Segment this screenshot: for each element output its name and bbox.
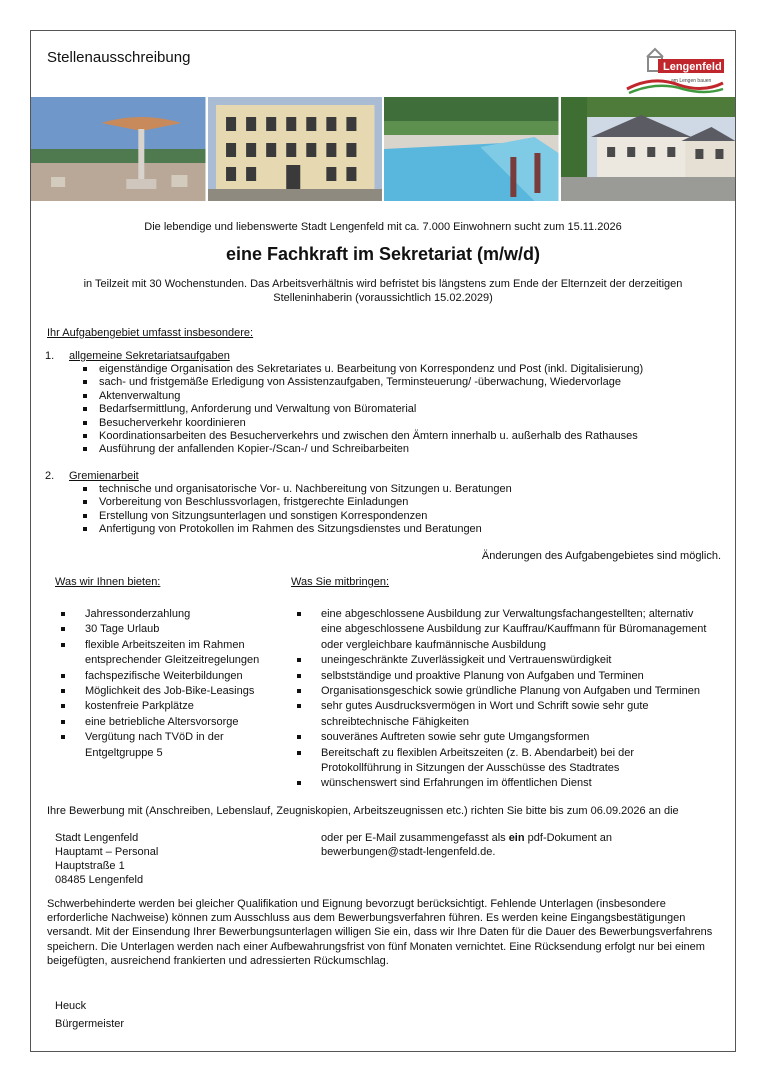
requirements-section — [291, 575, 711, 792]
signatory-name: Heuck — [55, 1000, 87, 1012]
list-item: selbstständige und proaktive Planung von Aufgaben und Terminen — [291, 669, 711, 684]
list-item: eigenständige Organisation des Sekretariates u. Bearbeitung von Korrespondenz und Post (inkl. Digitalisierung) — [83, 363, 643, 376]
list-item: Jahressonderzahlung — [55, 607, 285, 622]
email-instruction-bold: ein — [508, 832, 525, 844]
list-item: technische und organisatorische Vor- u. Nachbereitung von Sitzungen u. Beratungen — [83, 483, 512, 496]
logo-tagline: am Lengen bauen — [671, 78, 712, 84]
document-frame — [30, 30, 736, 1052]
list-item: Bedarfsermittlung, Anforderung und Verwaltung von Büromaterial — [83, 403, 643, 416]
address-line: 08485 Lengenfeld — [55, 874, 144, 886]
email-application — [321, 831, 612, 859]
swimming-pool-photo — [384, 97, 559, 201]
list-item: Ausführung der anfallenden Kopier-/Scan-/ und Schreibarbeiten — [83, 443, 643, 456]
list-item: Anfertigung von Protokollen im Rahmen des Sitzungsdienstes und Beratungen — [83, 523, 512, 536]
intro-text: Die lebendige und liebenswerte Stadt Lengenfeld mit ca. 7.000 Einwohnern sucht zum 15.11.2026 — [144, 221, 622, 233]
task-group-number: 2. — [45, 470, 55, 482]
photo-strip — [31, 97, 735, 201]
tasks-heading: Ihr Aufgabengebiet umfasst insbesondere: — [47, 327, 254, 339]
list-item: wünschenswert sind Erfahrungen im öffentlichen Dienst — [291, 776, 711, 791]
list-item: Koordinationsarbeiten des Besucherverkehrs und zwischen den Ämtern innerhalb u. außerhalb des Rathauses — [83, 430, 643, 443]
address-line: Hauptstraße 1 — [55, 860, 125, 872]
list-item: uneingeschränkte Zuverlässigkeit und Vertrauenswürdigkeit — [291, 653, 711, 668]
offer-heading: Was wir Ihnen bieten: — [55, 576, 161, 588]
list-item: Aktenverwaltung — [83, 390, 643, 403]
task-group-title: Gremienarbeit — [69, 470, 139, 482]
pavilion-photo — [31, 97, 206, 201]
town-hall-photo — [208, 97, 383, 201]
list-item: 30 Tage Urlaub — [55, 622, 285, 637]
list-item: sach- und fristgemäße Erledigung von Assistenzaufgaben, Terminsteuerung/ -überwachung, Wiedervorlage — [83, 376, 643, 389]
list-item: Erstellung von Sitzungsunterlagen und sonstigen Korrespondenzen — [83, 510, 512, 523]
postal-address — [55, 831, 158, 887]
signature-block — [55, 997, 124, 1033]
document-title: Stellenausschreibung — [47, 49, 191, 66]
offer-section — [55, 575, 285, 761]
town-street-photo — [561, 97, 736, 201]
address-line: Hauptamt – Personal — [55, 846, 159, 858]
list-item: souveränes Auftreten sowie sehr gute Umgangsformen — [291, 730, 711, 745]
email-instruction-text: oder per E-Mail zusammengefasst als — [321, 832, 509, 844]
list-item: eine abgeschlossene Ausbildung zur Verwaltungsfachangestellten; alternativ eine abgeschlossene Ausbildung zur Kauffrau/Kauffmann für Büromanagement oder vergleichbare kaufmännische Ausbildung — [291, 607, 711, 653]
list-item: fachspezifische Weiterbildungen — [55, 669, 285, 684]
list-item: eine betriebliche Altersvorsorge — [55, 715, 285, 730]
list-item: flexible Arbeitszeiten im Rahmen entsprechender Gleitzeitregelungen — [55, 638, 285, 669]
list-item: kostenfreie Parkplätze — [55, 699, 285, 714]
application-instructions: Ihre Bewerbung mit (Anschreiben, Lebenslauf, Zeugniskopien, Arbeitszeugnissen etc.) richten Sie bitte bis zum 06.09.2026 an die — [47, 805, 679, 817]
email-address[interactable]: bewerbungen@stadt-lengenfeld.de. — [321, 846, 496, 858]
list-item: Bereitschaft zu flexiblen Arbeitszeiten (z. B. Abendarbeit) bei der Protokollführung in Sitzungen der Ausschüsse des Stadtrates — [291, 746, 711, 777]
task-group-title: allgemeine Sekretariatsaufgaben — [69, 350, 230, 362]
logo-name: Lengenfeld — [663, 61, 722, 73]
list-item: Möglichkeit des Job-Bike-Leasings — [55, 684, 285, 699]
list-item: Vorbereitung von Beschlussvorlagen, fristgerechte Einladungen — [83, 496, 512, 509]
changes-note: Änderungen des Aufgabengebietes sind möglich. — [481, 550, 721, 562]
task-group-1 — [45, 349, 643, 457]
task-group-number: 1. — [45, 350, 55, 362]
list-item: Besucherverkehr koordinieren — [83, 417, 643, 430]
list-item: Vergütung nach TVöD in der Entgeltgruppe 5 — [55, 730, 285, 761]
requirements-heading: Was Sie mitbringen: — [291, 576, 390, 588]
employment-conditions: in Teilzeit mit 30 Wochenstunden. Das Arbeitsverhältnis wird befristet bis längstens zum Ende der Elternzeit der derzeitigen Stelleninhaberin (voraussichtlich 15.02.2029) — [83, 278, 683, 304]
email-instruction — [321, 831, 612, 845]
signatory-role: Bürgermeister — [55, 1018, 125, 1030]
email-instruction-text: pdf-Dokument an — [524, 832, 613, 844]
task-group-2 — [45, 469, 512, 537]
list-item: Organisationsgeschick sowie gründliche Planung von Aufgaben und Terminen — [291, 684, 711, 699]
list-item: sehr gutes Ausdrucksvermögen in Wort und Schrift sowie sehr gute schreibtechnische Fähigkeiten — [291, 699, 711, 730]
address-line: Stadt Lengenfeld — [55, 832, 139, 844]
legal-notes: Schwerbehinderte werden bei gleicher Qualifikation und Eignung bevorzugt berücksichtigt. Fehlende Unterlagen (insbesondere erforderliche Nachweise) können zum Ausschluss aus dem Bewerbungsverfahren führen. Es werden keine Eingangsbestätigungen versandt. Mit der Einsendung Ihrer Bewerbungsunterlagen willigen Sie ein, dass wir Ihre Daten für die Dauer des Bewerbungsverfahrens speichern. Die Unterlagen werden nach einer Aufbewahrungsfrist von fünf Monaten vernichtet. Eine Rücksendung erfolgt nur bei einem beigefügten, ausreichend frankierten und adressierten Rückumschlag. — [47, 898, 713, 967]
job-title: eine Fachkraft im Sekretariat (m/w/d) — [225, 244, 541, 264]
lengenfeld-logo — [623, 37, 727, 97]
